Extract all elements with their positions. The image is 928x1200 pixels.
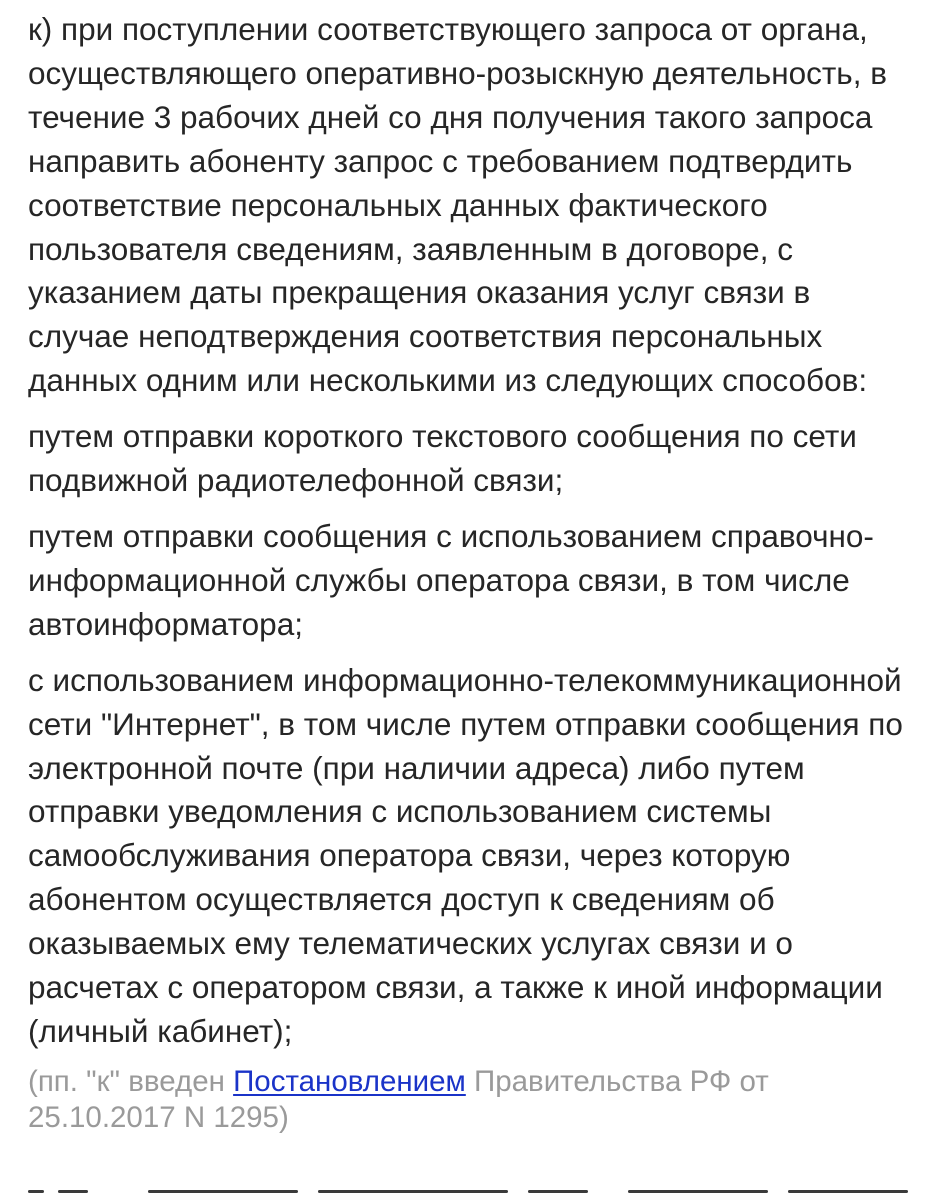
paragraph-k: к) при поступлении соответствующего запроса от органа, осуществляющего оперативно-розыскную деятельность, в течение 3 рабочих дней со дня получения такого запроса направить абоненту запрос с требованием подтвердить соответствие персональных данных фактического пользователя сведениям, заявленным в договоре, с указанием даты прекращения оказания услуг связи в случае неподтверждения соответствия персональных данных одним или несколькими из следующих способов: <box>28 11 887 399</box>
amendment-note-prefix: (пп. "к" введен <box>28 1064 234 1098</box>
paragraph-sms-method: путем отправки короткого текстового сообщения по сети подвижной радиотелефонной связи; <box>28 418 857 499</box>
paragraph-internet-method: с использованием информационно-телекоммуникационной сети "Интернет", в том числе путем отправки сообщения по электронной почте (при наличии адреса) либо путем отправки уведомления с использованием системы самообслуживания оператора связи, через которую абонентом осуществляется доступ к сведениям об оказываемых ему телематических услугах связи и о расчетах с оператором связи, а также к иной информации (личный кабинет); <box>28 661 903 1049</box>
paragraph-info-service-method: путем отправки сообщения с использованием справочно-информационной службы оператора связи, в том числе автоинформатора; <box>28 517 874 642</box>
next-line-cutoff <box>28 1186 908 1200</box>
amendment-note-suffix: Правительства РФ от 25.10.2017 N 1295) <box>28 1064 769 1134</box>
resolution-link[interactable]: Постановлением <box>233 1064 466 1098</box>
amendment-note <box>28 1064 920 1136</box>
document-body <box>28 8 920 1136</box>
